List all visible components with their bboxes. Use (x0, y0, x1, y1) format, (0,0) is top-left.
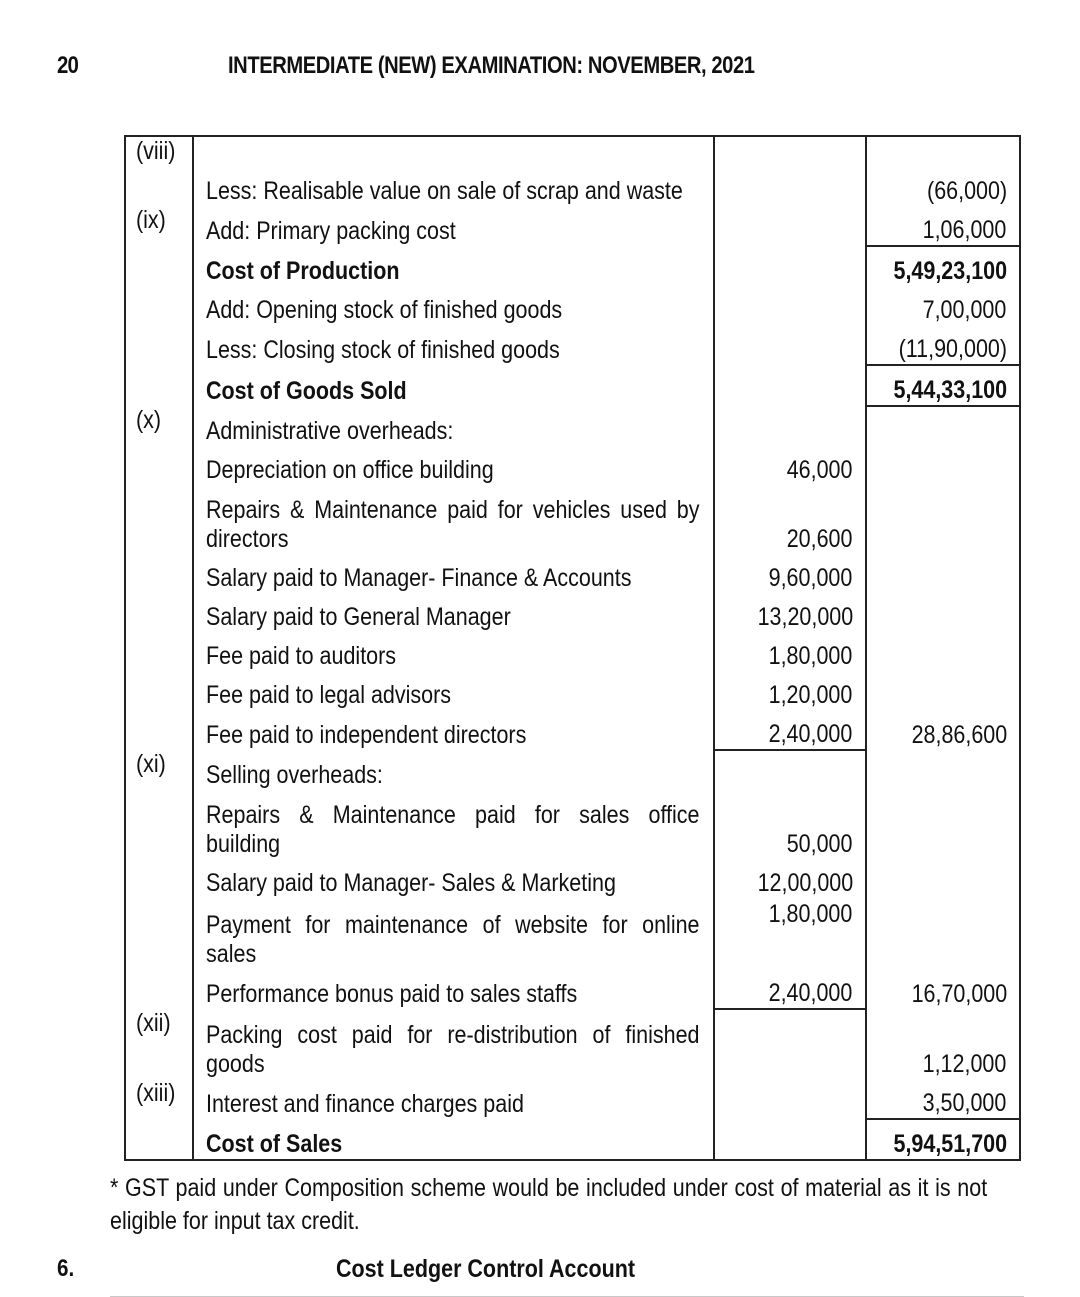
item-description: Add: Primary packing cost (206, 217, 456, 245)
item-description: Depreciation on office building (206, 456, 494, 484)
item-description: Cost of Goods Sold (206, 377, 407, 405)
subtotal-value: 1,80,000 (769, 900, 853, 928)
item-description: Fee paid to legal advisors (206, 681, 452, 709)
item-description: Fee paid to independent directors (206, 721, 527, 749)
footnote: * GST paid under Composition scheme would be included under cost of material as it is not eligible for input tax credit. (110, 1174, 988, 1235)
table-row (125, 593, 1020, 632)
item-description: Repairs & Maintenance paid for vehicles used by directors (206, 496, 700, 553)
item-description: Cost of Production (206, 257, 400, 285)
total-value: 5,94,51,700 (893, 1130, 1007, 1158)
item-description: Interest and finance charges paid (206, 1090, 524, 1118)
item-description: Salary paid to Manager- Finance & Accounts (206, 564, 632, 592)
item-description: Performance bonus paid to sales staffs (206, 980, 578, 1008)
subtotal-value: 50,000 (786, 830, 853, 858)
table-row (125, 365, 1020, 406)
total-value: 7,00,000 (923, 296, 1007, 324)
table-row (125, 206, 1020, 246)
total-value: 5,49,23,100 (893, 257, 1007, 285)
table-row (125, 246, 1020, 286)
item-description: Salary paid to General Manager (206, 603, 511, 631)
total-value: 1,06,000 (923, 216, 1007, 244)
table-row (125, 286, 1020, 325)
table-row (125, 969, 1020, 1009)
item-description: Packing cost paid for re-distribution of finished goods (206, 1021, 700, 1078)
table-row (125, 325, 1020, 365)
subtotal-value: 13,20,000 (757, 603, 853, 631)
table-row (125, 136, 1020, 206)
item-description: Payment for maintenance of website for online sales (206, 911, 700, 968)
item-description: Administrative overheads: (206, 417, 454, 445)
item-number: (x) (136, 406, 162, 434)
table-row (125, 1079, 1020, 1119)
question-number: 6. (57, 1255, 75, 1282)
subtotal-value: 46,000 (786, 456, 853, 484)
item-description: Fee paid to auditors (206, 642, 397, 670)
total-value: (11,90,000) (898, 335, 1007, 363)
subtotal-value: 12,00,000 (757, 869, 853, 897)
page-header-title: INTERMEDIATE (NEW) EXAMINATION: NOVEMBER, 2021 (228, 52, 755, 79)
page-number: 20 (57, 52, 78, 79)
table-row (125, 859, 1020, 898)
item-description: Add: Opening stock of finished goods (206, 296, 563, 324)
item-description: Selling overheads: (206, 761, 383, 789)
total-value: 1,12,000 (923, 1050, 1007, 1078)
cost-sheet-table (124, 135, 1021, 1161)
total-value: 28,86,600 (911, 721, 1007, 749)
subtotal-value: 2,40,000 (769, 979, 853, 1007)
item-number: (xi) (136, 750, 166, 778)
item-number: (ix) (136, 206, 166, 234)
subtotal-value: 2,40,000 (769, 720, 853, 748)
table-row (125, 632, 1020, 671)
table-row (125, 1009, 1020, 1079)
total-value: (66,000) (926, 177, 1007, 205)
total-value: 5,44,33,100 (893, 376, 1007, 404)
subtotal-value: 1,80,000 (769, 642, 853, 670)
subtotal-value: 1,20,000 (769, 681, 853, 709)
subtotal-value: 20,600 (786, 525, 853, 553)
table-row (125, 710, 1020, 750)
total-value: 16,70,000 (911, 980, 1007, 1008)
table-row (125, 898, 1020, 969)
total-value: 3,50,000 (923, 1089, 1007, 1117)
item-description: Less: Closing stock of finished goods (206, 336, 560, 364)
table-row (125, 1119, 1020, 1160)
table-row (125, 750, 1020, 790)
item-description: Cost of Sales (206, 1130, 343, 1158)
subtotal-value: 9,60,000 (769, 564, 853, 592)
item-description: Salary paid to Manager- Sales & Marketing (206, 869, 616, 897)
section-title: Cost Ledger Control Account (336, 1255, 636, 1283)
table-row (125, 485, 1020, 554)
item-number: (viii) (136, 137, 176, 165)
table-row (125, 790, 1020, 859)
item-number: (xiii) (136, 1079, 176, 1107)
item-description: Less: Realisable value on sale of scrap and waste (206, 177, 683, 205)
item-number: (xii) (136, 1009, 171, 1037)
table-row (125, 671, 1020, 710)
table-row (125, 406, 1020, 446)
item-description: Repairs & Maintenance paid for sales office building (206, 801, 700, 858)
table-row (125, 554, 1020, 593)
table-row (125, 446, 1020, 485)
